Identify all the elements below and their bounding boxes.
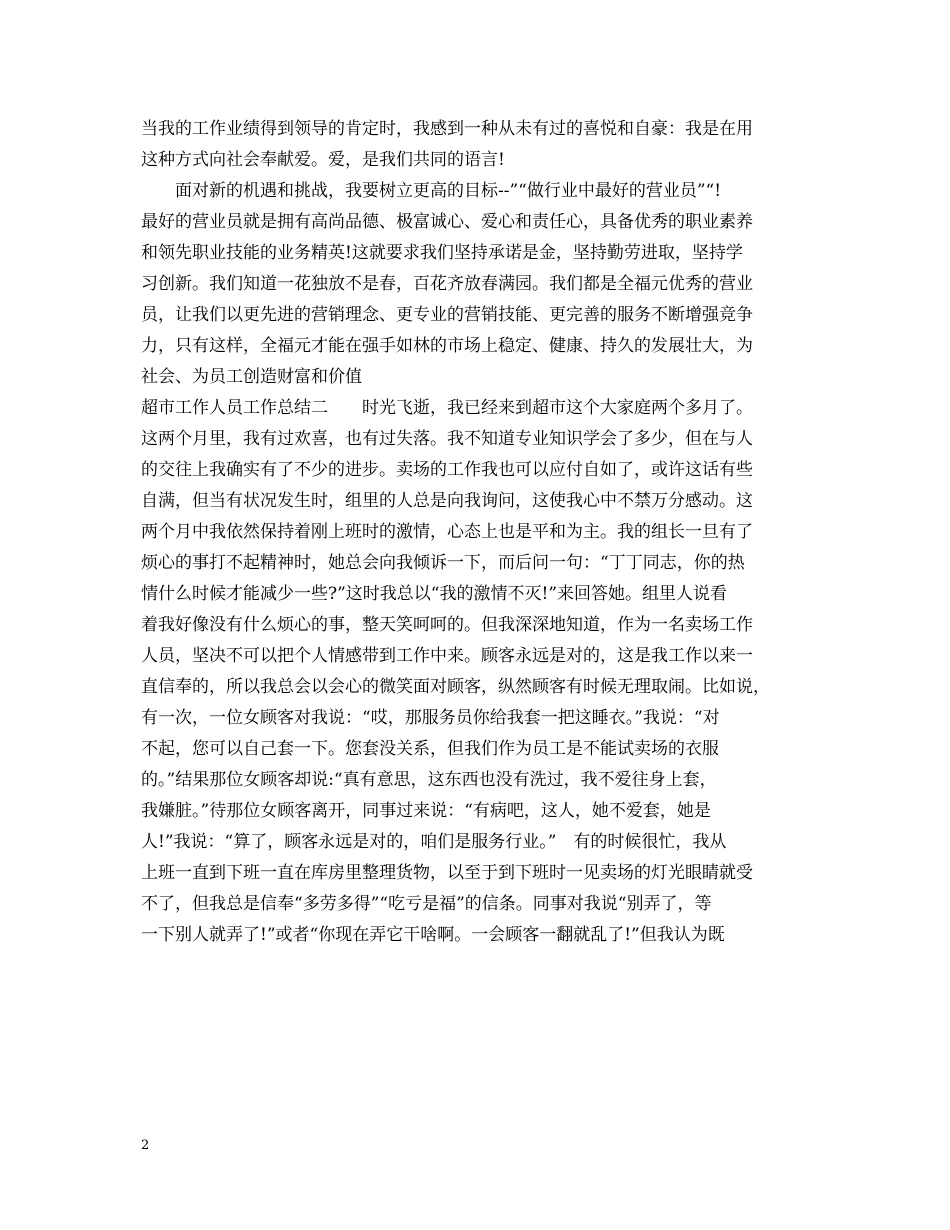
- text-line: 的交往上我确实有了不少的进步。卖场的工作我也可以应付自如了，或许这话有些: [141, 460, 753, 480]
- text-line: 员，让我们以更先进的营销理念、更专业的营销技能、更完善的服务不断增强竞争: [141, 305, 753, 325]
- text-line: 一下别人就弄了!”或者“你现在弄它干啥啊。一会顾客一翻就乱了!”但我认为既: [141, 925, 725, 945]
- text-line: 的。”结果那位女顾客却说:“真有意思，这东西也没有洗过，我不爱往身上套，: [141, 770, 717, 790]
- text-line: 不起，您可以自己套一下。您套没关系，但我们作为员工是不能试卖场的衣服: [141, 739, 719, 759]
- text-line: 有一次，一位女顾客对我说：“哎，那服务员你给我套一把这睡衣。”我说：“对: [141, 708, 720, 728]
- text-line: 人!”我说：“算了，顾客永远是对的，咱们是服务行业。” 有的时候很忙，我从: [141, 832, 727, 852]
- text-line: 社会、为员工创造财富和价值: [141, 367, 362, 387]
- section-heading-line: 超市工作人员工作总结二 时光飞逝，我已经来到超市这个大家庭两个多月了。: [141, 398, 753, 418]
- text-line: 上班一直到下班一直在库房里整理货物，以至于到下班时一见卖场的灯光眼睛就受: [141, 863, 753, 883]
- text-line: 我嫌脏。”待那位女顾客离开，同事过来说：“有病吧，这人，她不爱套，她是: [141, 801, 711, 821]
- body-text: [141, 114, 831, 951]
- text-line: 人员，坚决不可以把个人情感带到工作中来。顾客永远是对的，这是我工作以来一: [141, 646, 753, 666]
- text-line: 不了，但我总是信奉“多劳多得”“吃亏是福”的信条。同事对我说“别弄了，等: [141, 894, 712, 914]
- text-line: 这种方式向社会奉献爱。爱，是我们共同的语言!: [141, 150, 505, 170]
- text-line: 情什么时候才能减少一些?”这时我总以“我的激情不灭!”来回答她。组里人说看: [141, 584, 728, 604]
- text-line: 最好的营业员就是拥有高尚品德、极富诚心、爱心和责任心，具备优秀的职业素养: [141, 212, 753, 232]
- text-line: 这两个月里，我有过欢喜，也有过失落。我不知道专业知识学会了多少，但在与人: [141, 429, 753, 449]
- text-line: 力，只有这样，全福元才能在强手如林的市场上稳定、健康、持久的发展壮大，为: [141, 336, 753, 356]
- text-line: 习创新。我们知道一花独放不是春，百花齐放春满园。我们都是全福元优秀的营业: [141, 274, 753, 294]
- text-line: 烦心的事打不起精神时，她总会向我倾诉一下，而后问一句：“丁丁同志，你的热: [141, 553, 745, 573]
- text-line: 两个月中我依然保持着刚上班时的激情，心态上也是平和为主。我的组长一旦有了: [141, 522, 753, 542]
- text-line: 着我好像没有什么烦心的事，整天笑呵呵的。但我深深地知道，作为一名卖场工作: [141, 615, 753, 635]
- page-number: 2: [141, 1138, 150, 1153]
- text-line: 直信奉的，所以我总会以会心的微笑面对顾客，纵然顾客有时候无理取闹。比如说，: [141, 677, 770, 697]
- text-line: 面对新的机遇和挑战，我要树立更高的目标--”“做行业中最好的营业员”“!: [141, 181, 722, 201]
- text-line: 和领先职业技能的业务精英!这就要求我们坚持承诺是金，坚持勤劳进取，坚持学: [141, 243, 743, 263]
- text-line: 自满，但当有状况发生时，组里的人总是向我询问，这使我心中不禁万分感动。这: [141, 491, 753, 511]
- text-line: 当我的工作业绩得到领导的肯定时，我感到一种从未有过的喜悦和自豪：我是在用: [141, 119, 753, 139]
